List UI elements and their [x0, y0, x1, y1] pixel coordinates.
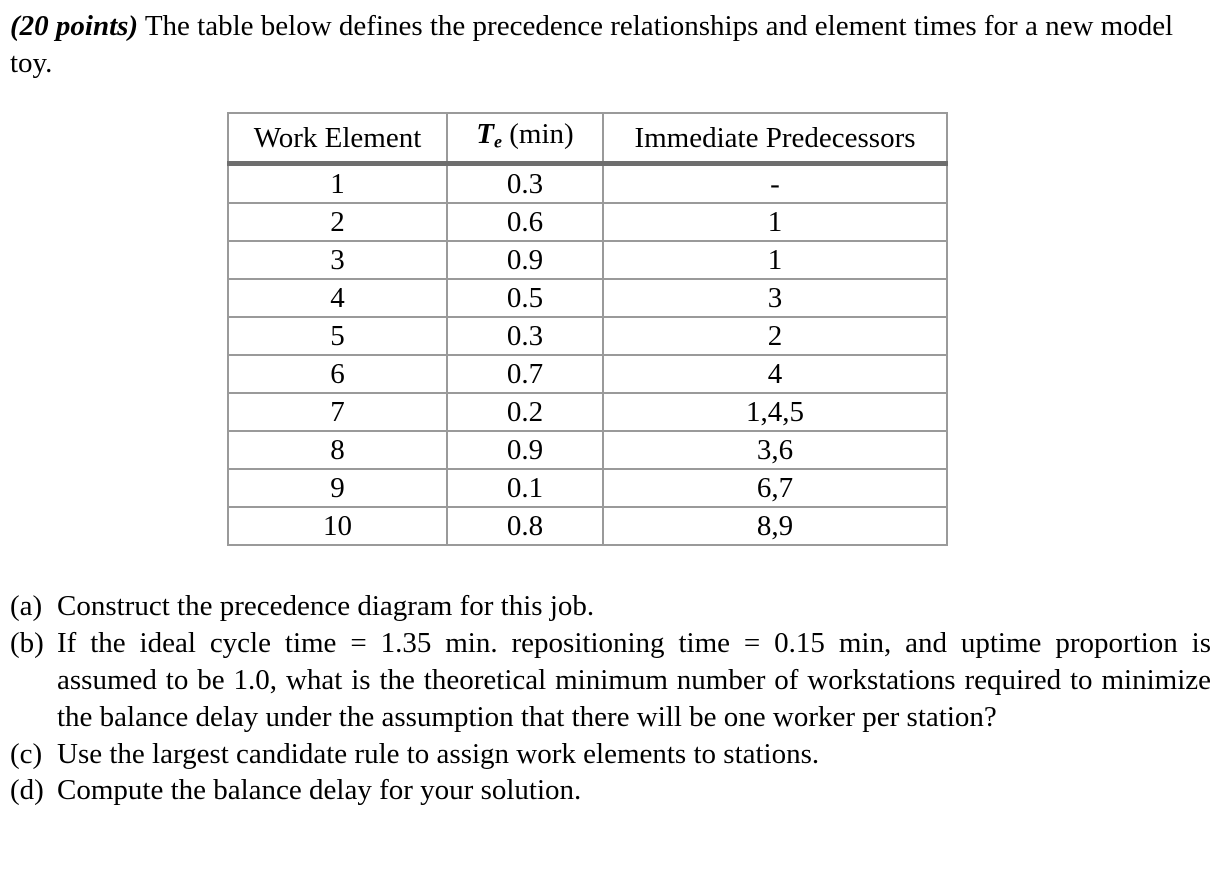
table-row: [228, 279, 947, 317]
immediate-predecessors-cell: 3,6: [603, 431, 947, 469]
work-element-cell: 10: [228, 507, 447, 545]
immediate-predecessors-cell: 3: [603, 279, 947, 317]
table-row: [228, 203, 947, 241]
te-min-cell: 0.3: [447, 164, 603, 204]
problem-statement-text: The table below defines the precedence relationships and element times for a new model toy.: [10, 10, 1174, 79]
col-header-te-min: [447, 113, 603, 164]
problem-statement: [10, 8, 1210, 82]
work-element-cell: 8: [228, 431, 447, 469]
te-unit: (min): [502, 118, 574, 150]
te-min-cell: 0.8: [447, 507, 603, 545]
te-min-cell: 0.2: [447, 393, 603, 431]
work-element-cell: 5: [228, 317, 447, 355]
question-item-d: [10, 772, 1211, 809]
te-min-cell: 0.1: [447, 469, 603, 507]
immediate-predecessors-cell: 2: [603, 317, 947, 355]
te-min-cell: 0.6: [447, 203, 603, 241]
question-label: (a): [10, 590, 43, 623]
table-row: [228, 164, 947, 204]
te-min-cell: 0.7: [447, 355, 603, 393]
immediate-predecessors-cell: -: [603, 164, 947, 204]
question-item-c: [10, 736, 1211, 773]
work-element-cell: 6: [228, 355, 447, 393]
te-min-cell: 0.5: [447, 279, 603, 317]
te-min-cell: 0.9: [447, 431, 603, 469]
immediate-predecessors-cell: 4: [603, 355, 947, 393]
work-element-cell: 4: [228, 279, 447, 317]
question-label: (d): [10, 774, 44, 807]
te-symbol: T: [476, 118, 495, 150]
col-header-work-element: Work Element: [228, 113, 447, 164]
work-element-cell: 3: [228, 241, 447, 279]
work-element-cell: 2: [228, 203, 447, 241]
precedence-table-header: [228, 113, 947, 164]
work-element-cell: 9: [228, 469, 447, 507]
table-row: [228, 393, 947, 431]
table-row: [228, 241, 947, 279]
question-text: If the ideal cycle time = 1.35 min. repositioning time = 0.15 min, and uptime proportion is assumed to be 1.0, what is the theoretical minimum number of workstations required to minimize the balance delay under the assumption that there will be one worker per station?: [57, 627, 1211, 733]
immediate-predecessors-cell: 1: [603, 203, 947, 241]
immediate-predecessors-cell: 8,9: [603, 507, 947, 545]
question-label: (c): [10, 737, 43, 770]
table-row: [228, 507, 947, 545]
question-item-b: [10, 625, 1211, 735]
question-list: [10, 588, 1211, 809]
te-min-cell: 0.9: [447, 241, 603, 279]
precedence-table: [227, 112, 948, 546]
immediate-predecessors-cell: 6,7: [603, 469, 947, 507]
table-row: [228, 431, 947, 469]
points-label: (20 points): [10, 10, 139, 42]
table-row: [228, 355, 947, 393]
table-row: [228, 317, 947, 355]
work-element-cell: 7: [228, 393, 447, 431]
question-text: Construct the precedence diagram for this job.: [57, 590, 595, 623]
immediate-predecessors-cell: 1,4,5: [603, 393, 947, 431]
question-text: Compute the balance delay for your solution.: [57, 774, 582, 807]
question-text: Use the largest candidate rule to assign work elements to stations.: [57, 737, 820, 770]
question-label: (b): [10, 627, 44, 660]
work-element-cell: 1: [228, 164, 447, 204]
te-subscript: e: [494, 131, 502, 152]
precedence-table-body: [228, 164, 947, 546]
col-header-immediate-predecessors: Immediate Predecessors: [603, 113, 947, 164]
table-row: [228, 469, 947, 507]
te-min-cell: 0.3: [447, 317, 603, 355]
header-row: [228, 113, 947, 164]
immediate-predecessors-cell: 1: [603, 241, 947, 279]
question-item-a: [10, 588, 1211, 625]
